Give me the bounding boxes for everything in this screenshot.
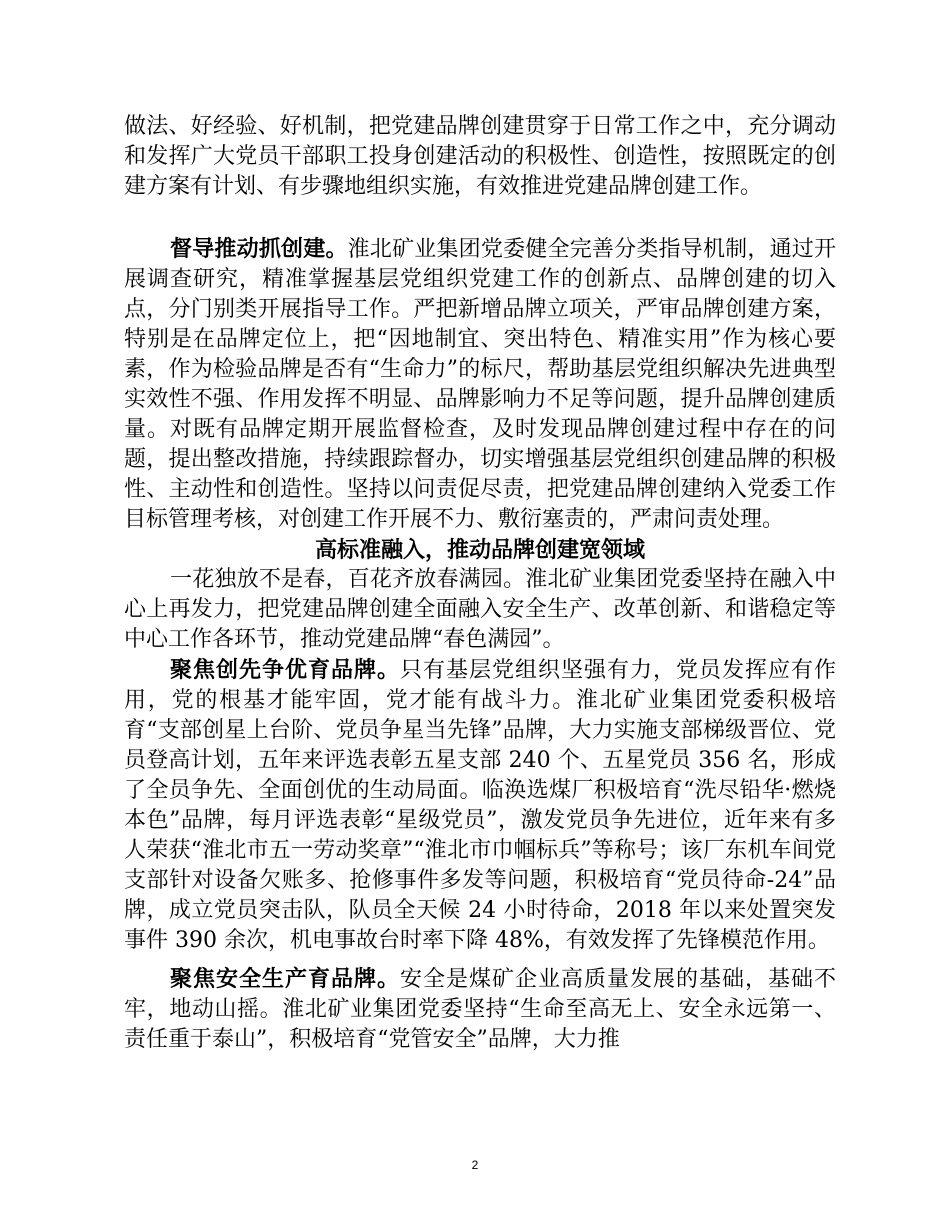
paragraph-lead: 督导推动抓创建。 [170, 236, 348, 262]
paragraph-text: 淮北矿业集团党委健全完善分类指导机制，通过开展调查研究，精准掌握基层党组织党建工作的创新点、品牌创建的切入点，分门别类开展指导工作。严把新增品牌立项关，严审品牌创建方案，特别是在品牌定位上，把“因地制宜、突出特色、精准实用”作为核心要素，作为检验品牌是否有“生命力”的标尺，帮助基层党组织解决先进典型实效性不强、作用发挥不明显、品牌影响力不足等问题，提升品牌创建质量。对既有品牌定期开展监督检查，及时发现品牌创建过程中存在的问题，提出整改措施，持续跟踪督办，切实增强基层党组织创建品牌的积极性、主动性和创造性。坚持以问责促尽责，把党建品牌创建纳入党委工作目标管理考核，对创建工作开展不力、敷衍塞责的，严肃问责处理。 [124, 237, 836, 532]
paragraph-text: 只有基层党组织坚强有力，党员发挥应有作用，党的根基才能牢固，党才能有战斗力。淮北矿业集团党委积极培育“支部创星上台阶、党员争星当先锋”品牌，大力实施支部梯级晋位、党员登高计划，五年来评选表彰五星支部 240 个、五星党员 356 名，形成了全员争先、全面创优的生动局面。临涣选煤厂积极培育“洗尽铅华·燃烧本色”品牌，每月评选表彰“星级党员”，激发党员争先进位，近年来有多人荣获“淮北市五一劳动奖章”“淮北市巾帼标兵”等称号；该厂东机车间党支部针对设备欠账多、抢修事件多发等问题，积极培育“党员待命-24”品牌，成立党员突击队，队员全天候 24 小时待命，2018 年以来处置突发事件 390 余次，机电事故台时率下降 48%，有效发挥了先锋模范作用。 [124, 658, 836, 953]
page-number: 2 [471, 1158, 479, 1172]
document-body [124, 112, 836, 1055]
paragraph-text: 一花独放不是春，百花齐放春满园。淮北矿业集团党委坚持在融入中心上再发力，把党建品牌创建全面融入安全生产、改革创新、和谐稳定等中心工作各环节，推动党建品牌“春色满园”。 [124, 567, 836, 652]
paragraph-text: 安全是煤矿企业高质量发展的基础，基础不牢，地动山摇。淮北矿业集团党委坚持“生命至高无上、安全永远第一、责任重于泰山”，积极培育“党管安全”品牌，大力推 [124, 967, 836, 1052]
paragraph-text: 做法、好经验、好机制，把党建品牌创建贯穿于日常工作之中，充分调动和发挥广大党员干部职工投身创建活动的积极性、创造性，按照既定的创建方案有计划、有步骤地组织实施，有效推进党建品牌创建工作。 [124, 114, 836, 199]
paragraph-excellence-brand [124, 655, 836, 956]
paragraph-intro [124, 112, 836, 202]
paragraph-lead: 聚焦创先争优育品牌。 [170, 657, 400, 683]
paragraph-supervision [124, 234, 836, 535]
paragraph-integration [124, 565, 836, 655]
paragraph-safety-brand [124, 964, 836, 1055]
paragraph-lead: 聚焦安全生产育品牌。 [170, 966, 400, 992]
section-heading: 高标准融入，推动品牌创建宽领域 [314, 537, 645, 563]
